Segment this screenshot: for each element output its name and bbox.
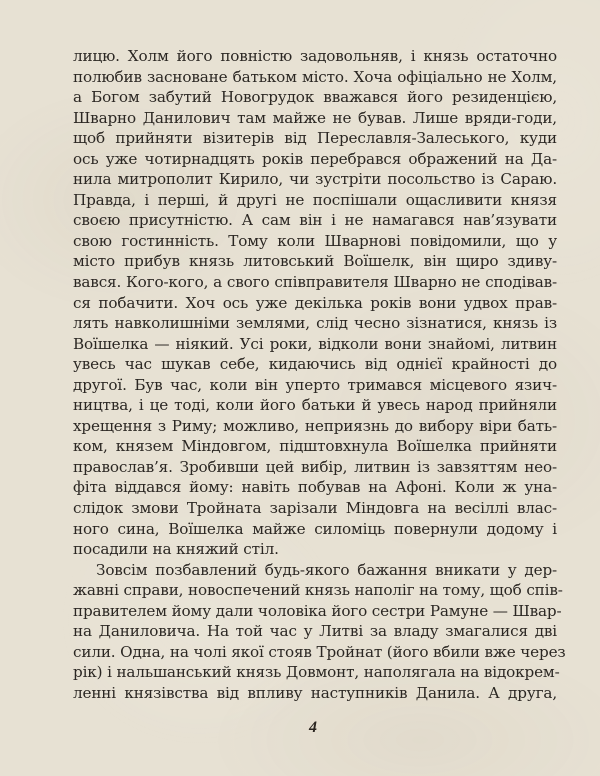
text-line: нила митрополит Кирило, чи зустріти посольство із Сараю.	[73, 170, 557, 189]
text-line: правителем йому дали чоловіка його сестри Рамуне — Швар-	[73, 601, 562, 620]
text-line: слідок змови Тройната зарізали Міндовга на весіллі влас-	[73, 499, 557, 518]
text-line: лять навколишніми землями, слід чесно зізнатися, князь із	[73, 314, 557, 333]
text-line: ся побачити. Хоч ось уже декілька років вони удвох прав-	[73, 293, 557, 312]
text-line: хрещення з Риму; можливо, неприязнь до вибору віри бать-	[73, 416, 557, 435]
text-line: свою гостинність. Тому коли Шварнові повідомили, що у	[73, 231, 557, 250]
text-line: місто прибув князь литовський Воїшелк, він щиро здиву-	[73, 252, 557, 271]
text-line: щоб прийняти візитерів від Переславля-Залеського, куди	[73, 129, 557, 148]
text-line: своєю присутністю. А сам він і не намагався нав’язувати	[73, 211, 557, 230]
text-line: ком, князем Міндовгом, підштовхнула Воїшелка прийняти	[73, 437, 557, 456]
text-line: ництва, і це тоді, коли його батьки й увесь народ прийняли	[73, 396, 557, 415]
body-text	[73, 46, 566, 704]
text-line: полюбив засноване батьком місто. Хоча офіціально не Холм,	[73, 67, 557, 86]
paragraph-1	[73, 46, 557, 560]
text-line: на Даниловича. На той час у Литві за владу змагалися дві	[73, 622, 557, 641]
text-line: ленні князівства від впливу наступників Данила. А друга,	[73, 683, 557, 702]
page-number: 4	[309, 719, 317, 736]
text-line: увесь час шукав себе, кидаючись від однієї крайності до	[73, 355, 557, 374]
text-line: Правда, і перші, й другі не поспішали ощасливити князя	[73, 190, 557, 209]
text-line: рік) і нальшанський князь Довмонт, наполягала на відокрем-	[73, 663, 560, 682]
text-line: Шварно Данилович там майже не бував. Лише вряди-годи,	[73, 108, 557, 127]
text-line-paragraph-end: посадили на княжий стіл.	[73, 540, 279, 559]
paragraph-2	[73, 560, 566, 704]
text-line: ось уже чотирнадцять років перебрався ображений на Да-	[73, 149, 557, 168]
text-line: жавні справи, новоспечений князь наполіг на тому, щоб спів-	[73, 581, 563, 600]
text-line: другої. Був час, коли він уперто тримався місцевого язич-	[73, 375, 557, 394]
text-line: вався. Кого-кого, а свого співправителя Шварно не сподівав-	[73, 273, 557, 292]
text-line: фіта віддався йому: навіть побував на Афоні. Коли ж уна-	[73, 478, 557, 497]
text-line: Воїшелка — ніякий. Усі роки, відколи вони знайомі, литвин	[73, 334, 557, 353]
text-line-indented: Зовсім позбавлений будь-якого бажання вникати у дер-	[96, 560, 557, 579]
text-line: ного сина, Воїшелка майже силоміць повернули додому і	[73, 519, 557, 538]
text-line: сили. Одна, на чолі якої стояв Тройнат (його вбили вже через	[73, 642, 566, 661]
text-line: лицю. Холм його повністю задовольняв, і князь остаточно	[73, 47, 557, 65]
text-line: православ’я. Зробивши цей вибір, литвин із завзяттям нео-	[73, 457, 557, 476]
bleed-through-artifact	[300, 533, 550, 547]
text-line: а Богом забутий Новогрудок вважався його резиденцією,	[73, 88, 557, 107]
